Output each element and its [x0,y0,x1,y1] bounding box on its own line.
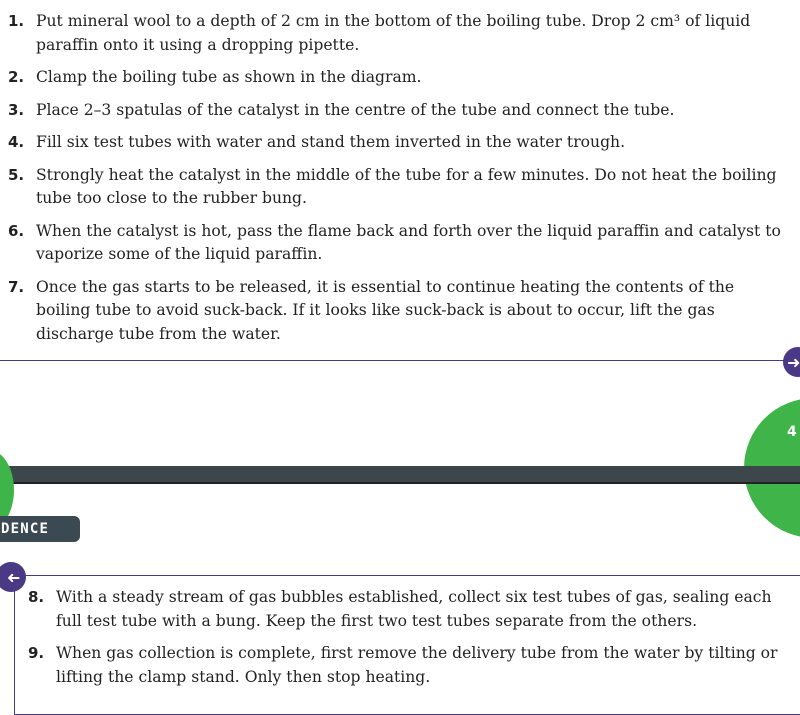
step-number: 2. [8,68,25,86]
arrow-right-icon: ➜ [787,352,800,372]
page-number: 4 [787,424,797,440]
step-number: 7. [8,277,25,296]
step-text: Once the gas starts to be released, it is essential to continue heating the contents of the boiling tube to avoid suck-back. If it looks like suck-back is about to occur, lift the gas discharge tube from the water. [36,277,735,343]
list-item [8,164,788,211]
list-item [28,642,796,689]
list-item [8,276,788,347]
step-text: With a steady stream of gas bubbles established, collect six test tubes of gas, sealing each full test tube with a bung. Keep the first two test tubes separate from the others. [56,588,772,630]
step-text: When gas collection is complete, first remove the delivery tube from the water by tilting or lifting the clamp stand. Only then stop heating. [56,644,778,686]
step-number: 6. [8,221,25,240]
list-item [28,586,796,633]
method-steps-bottom [28,586,796,698]
list-item [8,220,788,267]
section-label: DENCE [0,516,80,542]
step-number: 8. [28,588,45,606]
step-number: 4. [8,133,25,151]
page-divider [0,466,800,484]
step-number: 1. [8,12,25,30]
step-number: 3. [8,100,25,119]
step-text: Place 2–3 spatulas of the catalyst in the centre of the tube and connect the tube. [36,100,675,119]
list-item [8,10,788,57]
list-item [8,66,788,90]
arrow-left-icon: ➜ [6,567,20,587]
step-text: Put mineral wool to a depth of 2 cm in the bottom of the boiling tube. Drop 2 cm³ of liquid paraffin onto it using a dropping pipette. [36,12,751,54]
method-steps-top [8,10,788,355]
step-text: When the catalyst is hot, pass the flame back and forth over the liquid paraffin and catalyst to vaporize some of the liquid paraffin. [36,221,781,263]
list-item [8,99,788,123]
list-item [8,131,788,155]
step-number: 5. [8,165,25,184]
step-number: 9. [28,644,45,662]
next-page-button[interactable] [783,347,800,377]
step-text: Fill six test tubes with water and stand them inverted in the water trough. [36,133,626,151]
step-text: Strongly heat the catalyst in the middle of the tube for a few minutes. Do not heat the boiling tube too close to the rubber bung. [36,165,777,207]
step-text: Clamp the boiling tube as shown in the diagram. [36,68,422,86]
